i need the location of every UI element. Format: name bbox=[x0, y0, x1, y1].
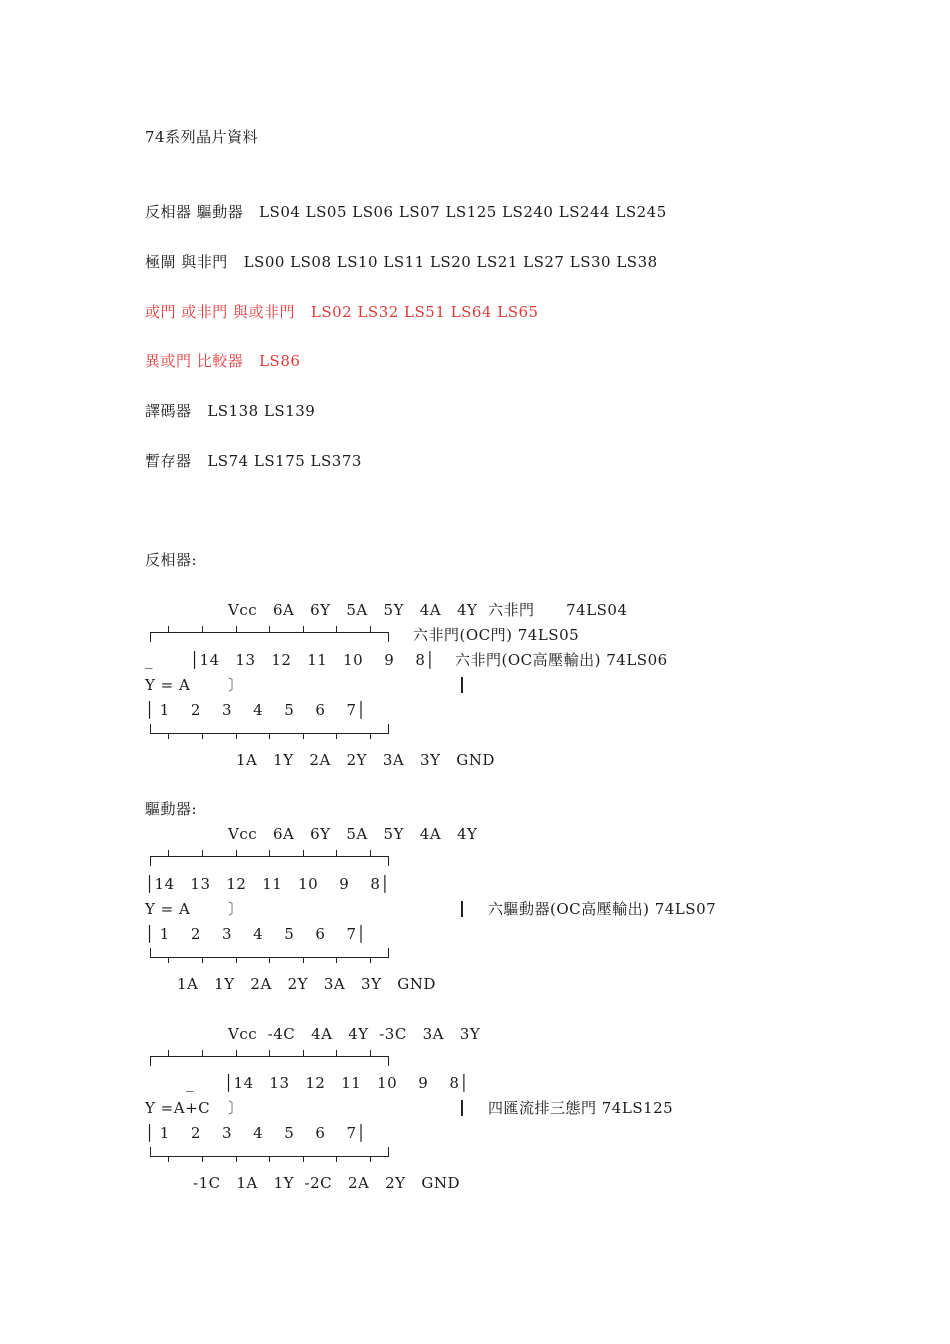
tristate-overbar: _ bbox=[186, 1074, 194, 1092]
driver-equation: Y = A bbox=[145, 900, 191, 918]
inverter-note-2: 六非門(OC門) 74LS05 bbox=[413, 626, 580, 644]
inverter-note-1: 六非門 74LS04 bbox=[488, 601, 628, 619]
driver-right-bar bbox=[461, 901, 463, 917]
inverter-equation: Y = A bbox=[145, 676, 191, 694]
category-parts: LS86 bbox=[259, 352, 301, 370]
driver-note: 六驅動器(OC高壓輸出) 74LS07 bbox=[488, 900, 717, 918]
inverter-top-pins: Vcc 6A 6Y 5A 5Y 4A 4Y bbox=[228, 601, 478, 619]
category-parts: LS74 LS175 LS373 bbox=[207, 452, 362, 470]
inverter-gate-mark: 〕 bbox=[228, 676, 244, 694]
category-label: 或門 或非門 與或非門 bbox=[145, 303, 296, 321]
category-parts: LS02 LS32 LS51 LS64 LS65 bbox=[310, 303, 539, 321]
inverter-right-bar bbox=[461, 677, 463, 693]
category-line-4 bbox=[145, 351, 300, 371]
inverter-note-3: 六非門(OC高壓輸出) 74LS06 bbox=[455, 651, 668, 669]
tristate-right-bar bbox=[461, 1100, 463, 1116]
category-label: 暫存器 bbox=[145, 452, 192, 470]
category-label: 異或門 比較器 bbox=[145, 352, 244, 370]
driver-bottom-pin-numbers: │ 1 2 3 4 5 6 7│ bbox=[145, 925, 367, 943]
driver-gate-mark: 〕 bbox=[228, 900, 244, 918]
inverter-bottom-pins: 1A 1Y 2A 2Y 3A 3Y GND bbox=[236, 751, 495, 769]
document-title: 74系列晶片資料 bbox=[145, 128, 259, 146]
tristate-equation: Y =A+C bbox=[145, 1099, 211, 1117]
driver-bottom-pins: 1A 1Y 2A 2Y 3A 3Y GND bbox=[177, 975, 436, 993]
category-line-6 bbox=[145, 451, 362, 471]
category-label: 極閘 與非門 bbox=[145, 253, 228, 271]
tristate-top-pin-numbers: │14 13 12 11 10 9 8│ bbox=[224, 1074, 469, 1092]
category-parts: LS138 LS139 bbox=[207, 402, 316, 420]
category-line-5 bbox=[145, 401, 315, 421]
category-line-2 bbox=[145, 252, 658, 272]
tristate-bottom-pins: -1C 1A 1Y -2C 2A 2Y GND bbox=[193, 1174, 461, 1192]
tristate-note: 四匯流排三態門 74LS125 bbox=[488, 1099, 674, 1117]
driver-top-pins: Vcc 6A 6Y 5A 5Y 4A 4Y bbox=[228, 825, 478, 843]
tristate-top-pins: Vcc -4C 4A 4Y -3C 3A 3Y bbox=[228, 1025, 481, 1043]
inverter-overbar: _ bbox=[145, 651, 153, 669]
tristate-bottom-pin-numbers: │ 1 2 3 4 5 6 7│ bbox=[145, 1124, 367, 1142]
category-label: 反相器 驅動器 bbox=[145, 203, 244, 221]
category-parts: LS04 LS05 LS06 LS07 LS125 LS240 LS244 LS245 bbox=[259, 203, 667, 221]
category-label: 譯碼器 bbox=[145, 402, 192, 420]
driver-heading: 驅動器: bbox=[145, 800, 198, 818]
inverter-heading: 反相器: bbox=[145, 551, 198, 569]
tristate-gate-mark: 〕 bbox=[228, 1099, 244, 1117]
category-line-1 bbox=[145, 202, 667, 222]
category-line-3 bbox=[145, 302, 539, 322]
category-parts: LS00 LS08 LS10 LS11 LS20 LS21 LS27 LS30 LS38 bbox=[243, 253, 658, 271]
inverter-bottom-pin-numbers: │ 1 2 3 4 5 6 7│ bbox=[145, 701, 367, 719]
driver-top-pin-numbers: │14 13 12 11 10 9 8│ bbox=[145, 875, 390, 893]
inverter-top-pin-numbers: │14 13 12 11 10 9 8│ bbox=[190, 651, 435, 669]
